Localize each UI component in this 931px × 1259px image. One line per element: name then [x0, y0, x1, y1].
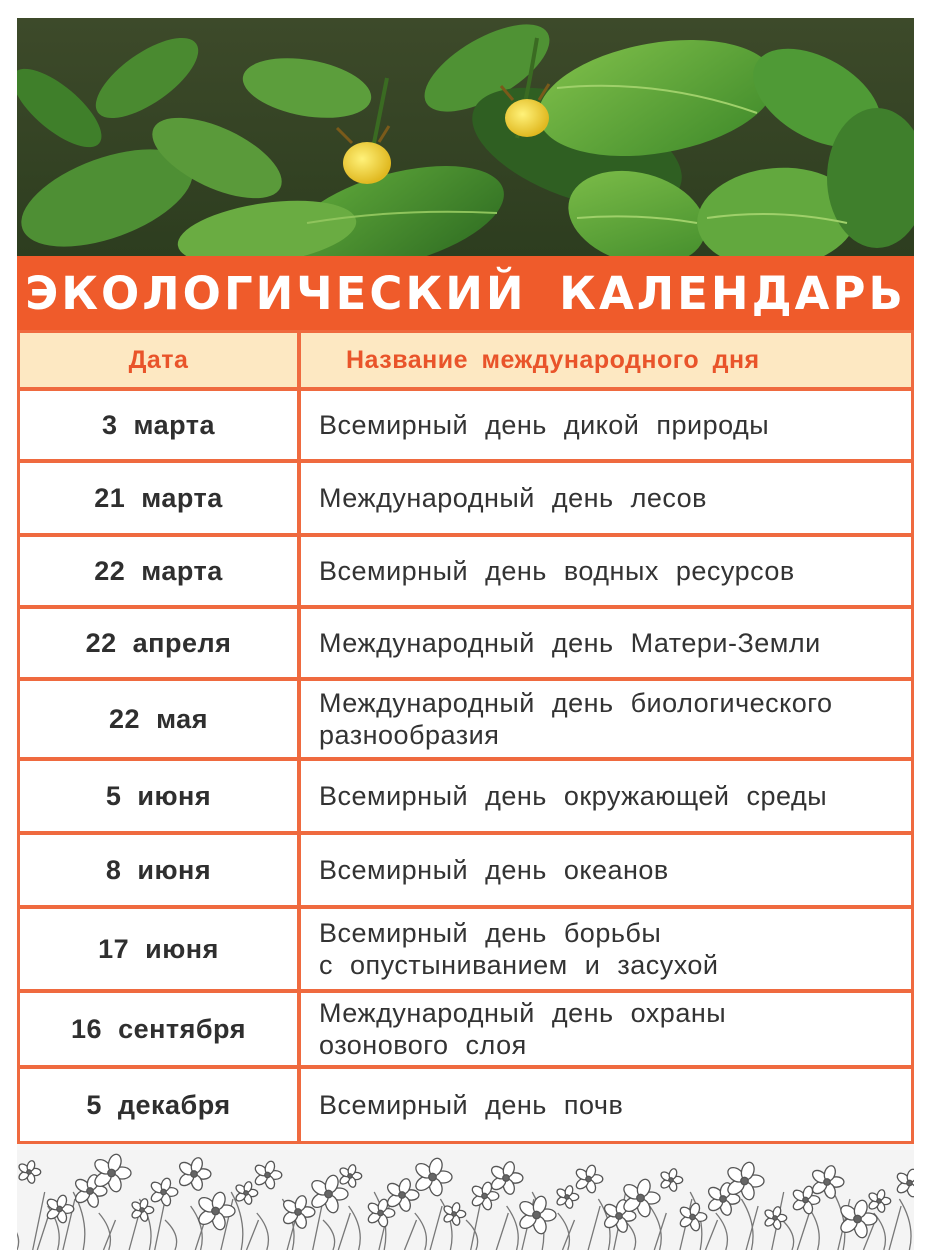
table-row-date: 8 июня: [20, 835, 297, 905]
table-row-name: Всемирный день почв: [301, 1069, 911, 1141]
table-row-name: Всемирный день дикой природы: [301, 391, 911, 459]
table-row-date: 5 июня: [20, 761, 297, 831]
table-row-name: Международный день биологического разнообразия: [301, 681, 911, 757]
table-row-name: Всемирный день борьбы с опустыниванием и засухой: [301, 909, 911, 989]
column-header-name: Название международного дня: [301, 333, 911, 387]
table-row-date: 21 марта: [20, 463, 297, 533]
table-row-name: Международный день охраны озонового слоя: [301, 993, 911, 1065]
table-row-date: 16 сентября: [20, 993, 297, 1065]
table-row-date: 5 декабря: [20, 1069, 297, 1141]
table-row-date: 22 апреля: [20, 609, 297, 677]
table-row-date: 17 июня: [20, 909, 297, 989]
footer-flower-strip: [17, 1150, 914, 1250]
table-row-date: 3 марта: [20, 391, 297, 459]
table-row-name: Всемирный день океанов: [301, 835, 911, 905]
table-row-name: Всемирный день окружающей среды: [301, 761, 911, 831]
page-title: ЭКОЛОГИЧЕСКИЙ КАЛЕНДАРЬ: [25, 266, 906, 320]
table-row-name: Международный день лесов: [301, 463, 911, 533]
calendar-table: [17, 330, 914, 1144]
title-banner: [17, 256, 914, 330]
orchid-photo-illustration: [17, 18, 914, 256]
anemone-flowers-illustration: [17, 1150, 914, 1250]
table-row-name: Международный день Матери-Земли: [301, 609, 911, 677]
column-header-date: Дата: [20, 333, 297, 387]
table-row-name: Всемирный день водных ресурсов: [301, 537, 911, 605]
header-photo: [17, 18, 914, 256]
table-row-date: 22 марта: [20, 537, 297, 605]
table-row-date: 22 мая: [20, 681, 297, 757]
